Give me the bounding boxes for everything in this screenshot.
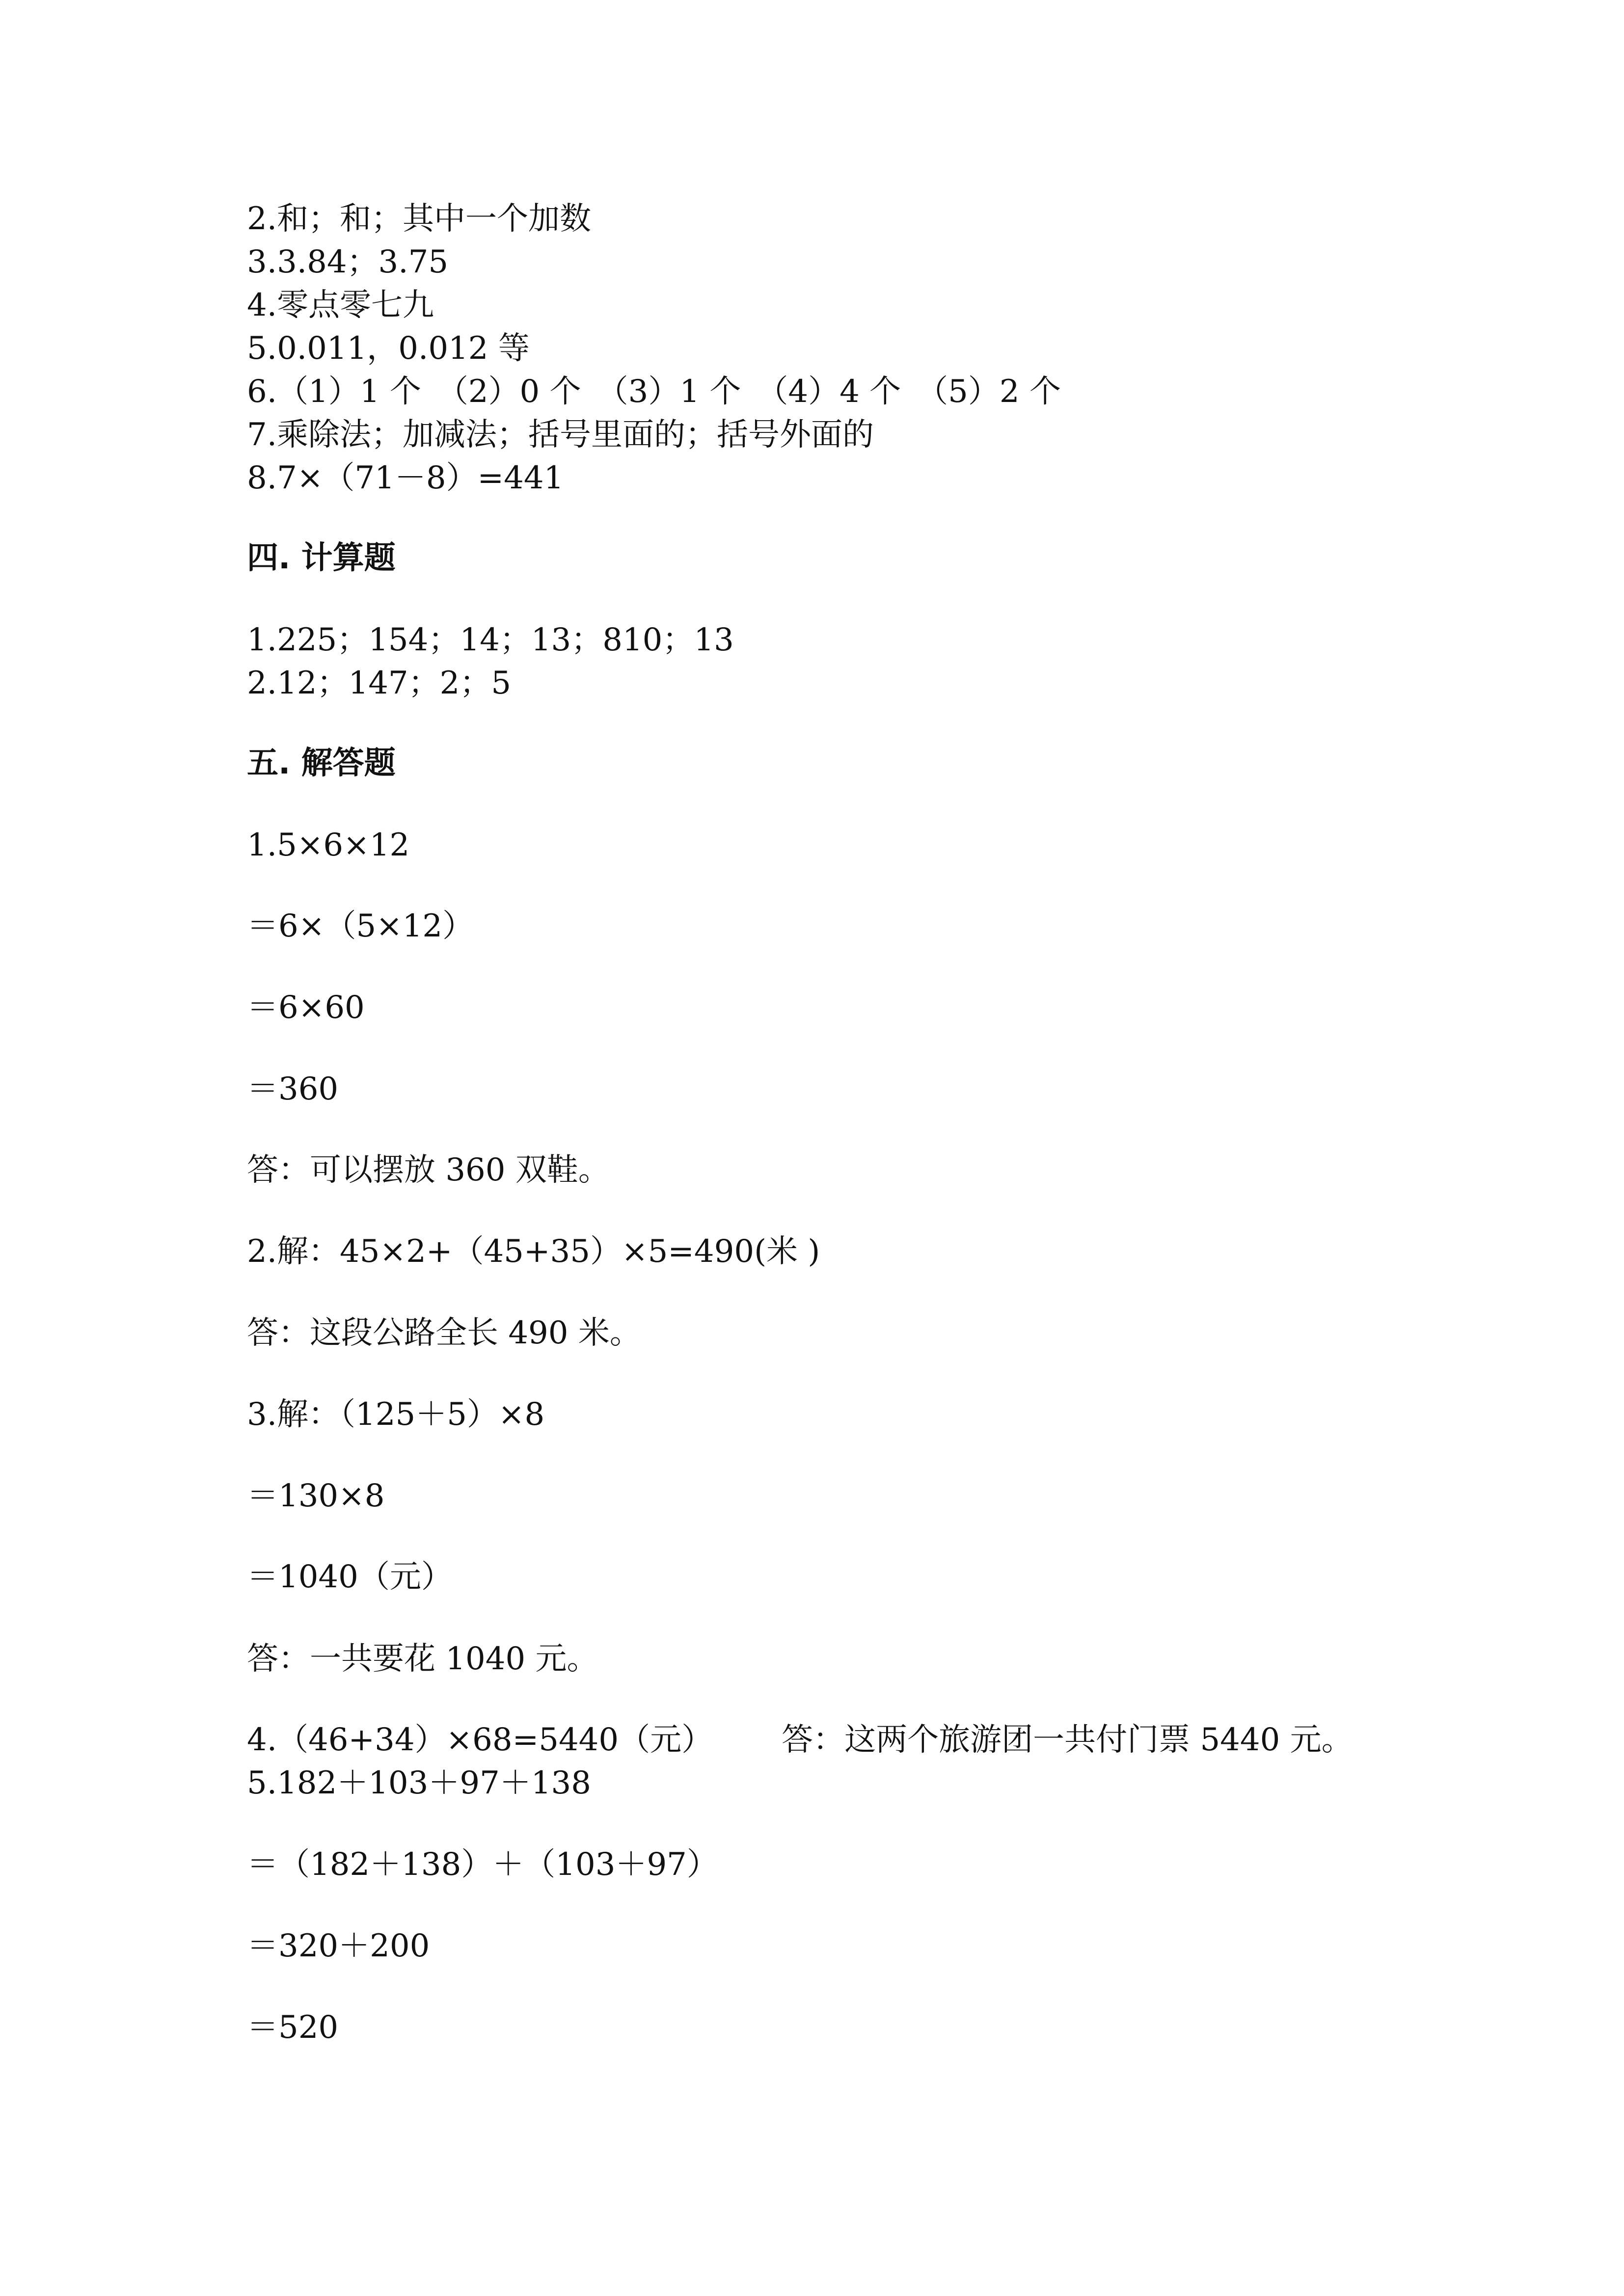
problem-5-result: ＝520	[247, 2009, 339, 2046]
calculation-answer-2: 2.12；147；2；5	[247, 665, 512, 701]
fill-in-answer-7: 7.乘除法；加减法；括号里面的；括号外面的	[247, 417, 874, 453]
problem-1-answer: 答：可以摆放 360 双鞋。	[247, 1152, 610, 1188]
section-heading-calculation: 四. 计算题	[247, 540, 396, 576]
problem-3-step: ＝130×8	[247, 1478, 385, 1514]
fill-in-answer-8: 8.7×（71－8）=441	[247, 460, 564, 496]
fill-in-answer-4: 4.零点零七九	[247, 287, 434, 323]
problem-4-expression: 4.（46+34）×68=5440（元）	[247, 1722, 713, 1758]
problem-1-step: 1.5×6×12	[247, 827, 410, 863]
problem-1-step: ＝6×（5×12）	[247, 908, 474, 944]
problem-2-answer: 答：这段公路全长 490 米。	[247, 1315, 641, 1351]
problem-4-answer: 答：这两个旅游团一共付门票 5440 元。	[782, 1722, 1353, 1758]
problem-3-answer: 答：一共要花 1040 元。	[247, 1641, 598, 1677]
problem-3-step: ＝1040（元）	[247, 1559, 453, 1595]
problem-5-step: ＝320＋200	[247, 1928, 430, 1964]
fill-in-answer-5: 5.0.011，0.012 等	[247, 330, 530, 367]
calculation-answer-1: 1.225；154；14；13；810；13	[247, 622, 734, 658]
problem-1-step: ＝360	[247, 1071, 339, 1107]
fill-in-answer-3: 3.3.84；3.75	[247, 244, 449, 280]
fill-in-answer-2: 2.和；和；其中一个加数	[247, 201, 592, 237]
problem-4-line	[247, 1724, 1353, 1756]
fill-in-answer-6: 6.（1）1 个 （2）0 个 （3）1 个 （4）4 个 （5）2 个	[247, 374, 1061, 410]
section-heading-word-problems: 五. 解答题	[247, 745, 396, 781]
problem-5-step: ＝（182＋138）＋（103＋97）	[247, 1846, 718, 1883]
problem-5-step: 5.182＋103＋97＋138	[247, 1765, 591, 1801]
problem-1-step: ＝6×60	[247, 989, 365, 1026]
problem-3-step: 3.解：（125＋5）×8	[247, 1396, 545, 1433]
problem-2-step: 2.解：45×2+（45+35）×5=490(米 )	[247, 1233, 820, 1270]
